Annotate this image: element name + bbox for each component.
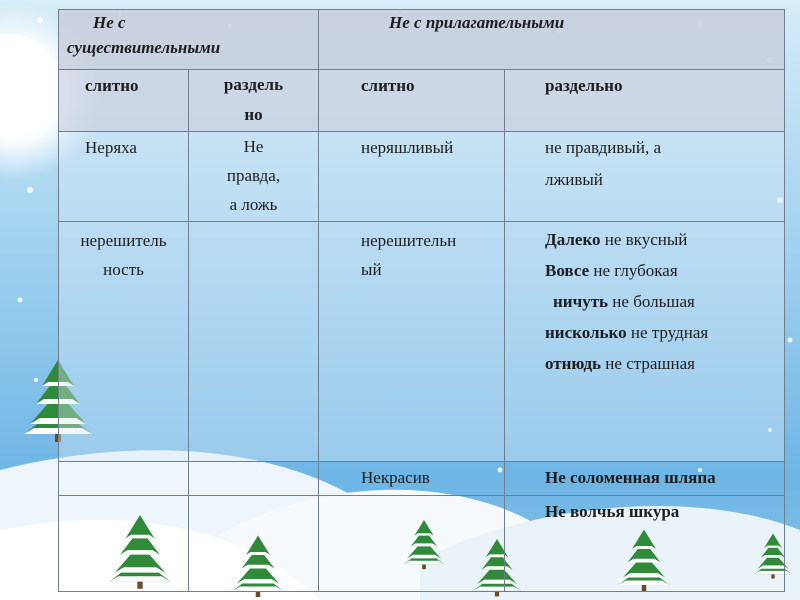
subheader-noun-separate: раздель но xyxy=(189,70,319,132)
cell-adj-together: неряшливый xyxy=(319,132,505,222)
cell-adj-separate-list xyxy=(505,222,785,462)
cell-empty xyxy=(189,462,319,496)
cell-empty xyxy=(189,496,319,592)
adverb-line: Вовсе не глубокая xyxy=(545,261,678,280)
adverb-line: ничуть не большая xyxy=(553,292,695,311)
cell-adj-separate: Не волчья шкура xyxy=(505,496,785,592)
cell-noun-separate: Не правда, а ложь xyxy=(189,132,319,222)
adverb-line: нисколько не трудная xyxy=(545,323,709,342)
cell-empty xyxy=(59,462,189,496)
cell-empty xyxy=(59,496,189,592)
adverb-line: отнюдь не страшная xyxy=(545,354,695,373)
cell-empty xyxy=(319,496,505,592)
header-noun-group: Не с существительными xyxy=(59,10,319,70)
subheader-adj-separate: раздельно xyxy=(505,70,785,132)
spelling-rules-table xyxy=(58,9,785,592)
header-adj-group: Не с прилагательными xyxy=(319,10,785,70)
cell-adj-together: нерешительн ый xyxy=(319,222,505,462)
cell-adj-separate: не правдивый, а лживый xyxy=(505,132,785,222)
subheader-noun-together: слитно xyxy=(59,70,189,132)
adverb-line: Далеко не вкусный xyxy=(545,230,688,249)
subheader-adj-together: слитно xyxy=(319,70,505,132)
cell-adj-separate: Не соломенная шляпа xyxy=(505,462,785,496)
cell-adj-together: Некрасив xyxy=(319,462,505,496)
cell-noun-together: Неряха xyxy=(59,132,189,222)
cell-noun-separate xyxy=(189,222,319,462)
cell-noun-together: нерешитель ность xyxy=(59,222,189,462)
